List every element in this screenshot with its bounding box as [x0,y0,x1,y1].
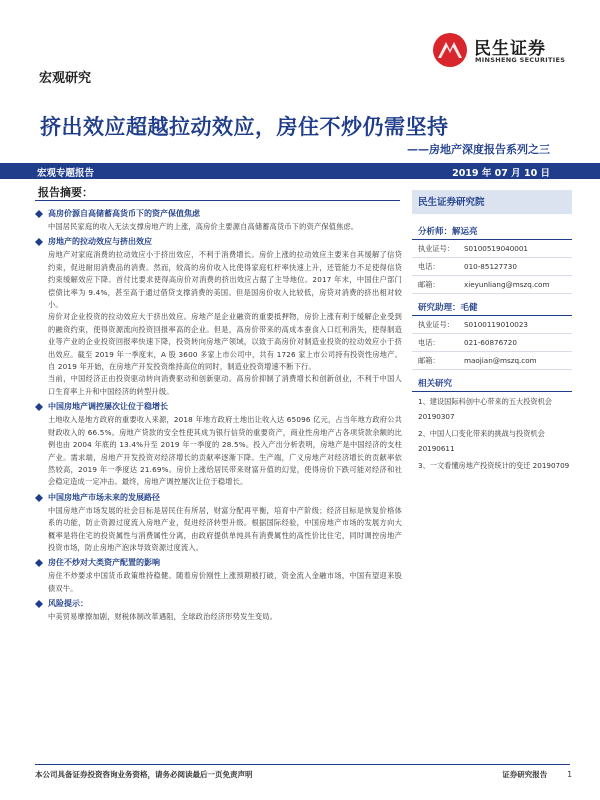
page-number: 1 [567,770,572,779]
logo-name-en: MINSHENG SECURITIES [475,56,566,64]
section-paragraph: 中国居民家庭的收入无法支撑房地产的上涨，高房价主要源自高储蓄高货币下的资产保值焦虑。 [48,222,359,231]
org-box [412,190,572,214]
report-subtitle: ——房地产深度报告系列之三 [407,143,550,156]
diamond-bullet-icon [35,210,43,218]
section-paragraph: 房价对企业投资的拉动效应大于挤出效应。房地产是企业融资的重要抵押物，房价上涨有利于缓解企业受到的融资约束，使得资源流向投资回报率高的企业。但是，高房价带来的高成本蚕食入口红利消失，使得制造业等产业的企业投资回报率快速下降，投资转向房地产领域，以致于高房价对制造业投资的拉动效应小于挤出效应。截至 2019 年一季度末，A 股 3600 多家上市公司中，共有 1726 家上市公司持有投资性房地产。自 2019 年开始，在房地产开发投资维持高位的同时，制造业投资增速不断下行。 [48,312,402,372]
diamond-bullet-icon [35,600,43,608]
section-paragraph: 中国房地产市场发展的社会目标是居民住有所居，财富分配再平衡，培育中产阶级；经济目标是恢复价格体系的功能，防止资源过度流入房地产业，促进经济转型升级。根据国际经验，中国房地产市场的发展方向大概率是将住宅的投资属性与消费属性分离，由政府提供单纯具有消费属性的高性价比住宅，同时调控房地产投资市场，防止房地产泡沫导致资源过度流入。 [48,505,402,552]
logo-name-cn: 民生证券 [474,39,546,59]
footer-right [502,769,572,780]
section-paragraph: 房地产对家庭消费的拉动效应小于挤出效应，不利于消费增长。房价上涨的拉动效应主要来自其缓解了信贷约束，促进耐用消费品的消费。然而，较高的房价收入比使得家庭杠杆率快速上升，还管能力不足使得信贷约束缓解效应下降。首付比要求使得高房价对消费的挤出效应占据了主导地位。2017 年末，中国住户部门偿债比率为 9.4%，甚至高于通过借贷支撑消费的美国。但是国房价收入比较低，房贷对消费的挤出相对较小。 [48,250,402,310]
assistant-heading: 研究助理：毛健 [412,302,572,316]
diamond-bullet-icon [35,494,43,502]
analyst-heading: 分析师：解运亮 [412,226,572,240]
analyst-cert: 执业证号： S0100519040001 [412,240,572,258]
section-heading: 房地产的拉动效应与挤出效应 [35,236,402,248]
assistant-cert: 执业证号： S0100119010023 [412,316,572,334]
section-heading: 高房价源自高储蓄高货币下的资产保值焦虑 [35,208,402,220]
report-date: 2019 年 07 月 10 日 [452,168,550,179]
diamond-bullet-icon [35,238,43,246]
related-item[interactable]: 3、一文看懂房地产投资统计的变迁 20190709 [418,461,570,470]
minsheng-logo-icon [432,32,468,68]
abstract-divider [35,200,400,201]
abstract-body [35,205,402,745]
diamond-bullet-icon [35,559,43,567]
section-heading: 中国房地产调控屡次让位于稳增长 [35,401,402,413]
section-heading: 中国房地产市场未来的发展路径 [35,492,402,504]
diamond-bullet-icon [35,403,43,411]
section-paragraph: 当前，中国经济正由投资驱动转向消费驱动和创新驱动。高房价抑制了消费增长和创新创业，不利于中国人口生育率上升和中国经济的转型升级。 [48,374,402,396]
report-title: 挤出效应超越拉动效应，房住不炒仍需坚持 [40,115,449,139]
footer-disclaimer: 本公司具备证券投资咨询业务资格，请务必阅读最后一页免责声明 [35,770,253,779]
report-category: 宏观研究 [39,71,92,86]
analyst-phone: 电话： 010-85127730 [412,258,572,276]
report-type: 宏观专题报告 [37,168,95,179]
minsheng-logo [432,32,582,68]
related-item[interactable]: 2、中国人口变化带来的挑战与投资机会 20190611 [418,429,545,453]
assistant-phone: 电话： 021-60876720 [412,334,572,352]
related-item[interactable]: 1、建设国际科创中心带来的五大投资机会 20190307 [418,397,552,421]
section-heading: 房住不炒对大类资产配置的影响 [35,557,402,569]
footer-divider [35,764,570,765]
sidebar [412,190,572,474]
assistant-email: 邮箱： maojian@mszq.com [412,352,572,370]
info-bar [0,163,600,179]
org-name: 民生证券研究院 [418,197,485,208]
section-paragraph: 中美贸易摩擦加剧，财税体制改革遇阻，全球政治经济形势发生变局。 [48,612,278,622]
section-paragraph: 土地收入是地方政府的重要收入来源，2018 年地方政府土地出让收入达 65096 亿元，占当年地方政府公共财政收入的 66.5%。房地产贷款的安全性使其成为银行信贷的重要资产，商业性房地产占各项贷款余额的比例也由 2004 年底的 13.4%升至 2019 年一季度的 28.5%。投入产出分析表明，房地产是中国经济的支柱产业。需求端，房地产开发投资对经济增长的贡献率逐渐下降。生产端，广义房地产对经济增长的贡献率依然较高，2019 年一季度达 21.69%。房价上涨给居民带来财富升值的幻觉，使得房价下跌可能对经济和社会稳定造成一定冲击。最终，房地产调控屡次让位于稳增长。 [48,415,402,487]
footer-label: 证券研究报告 [502,770,548,779]
section-paragraph: 房住不炒要求中国货币政策维持稳健。随着房价刚性上涨预期被打破，资金流入金融市场，中国有望迎来股债双牛。 [48,571,402,593]
abstract-title: 报告摘要： [38,186,93,199]
section-heading: 风险提示： [35,598,402,610]
analyst-email: 邮箱： xieyunliang@mszq.com [412,276,572,294]
related-heading: 相关研究 [412,378,572,392]
